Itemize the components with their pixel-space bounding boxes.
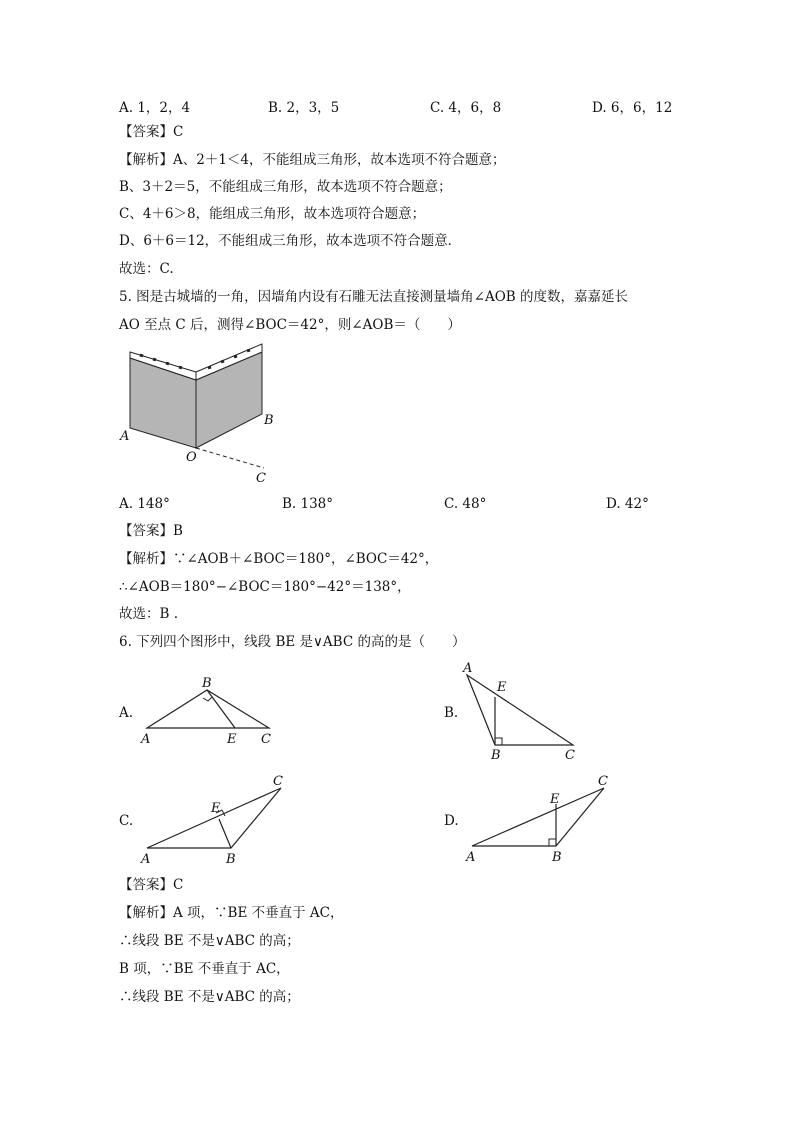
q4-option-d: D. 6，6，12 bbox=[592, 100, 673, 116]
q4-option-a: A. 1，2，4 bbox=[119, 100, 191, 116]
q6-figure-d bbox=[460, 772, 620, 867]
q4-option-b: B. 2，3，5 bbox=[268, 100, 340, 116]
svg-text:C: C bbox=[273, 774, 283, 789]
q6-figure-b bbox=[455, 658, 585, 763]
label-o: O bbox=[186, 450, 197, 465]
svg-text:B: B bbox=[226, 852, 236, 867]
dashed-extension-oc bbox=[196, 448, 264, 468]
label-b: B bbox=[264, 413, 274, 428]
label-c: C bbox=[256, 471, 266, 486]
q5-stem-line2: AO 至点 C 后，测得∠BOC＝42°，则∠AOB＝（ ） bbox=[119, 317, 461, 333]
q5-option-b: B. 138° bbox=[282, 496, 334, 512]
svg-text:B: B bbox=[491, 748, 501, 763]
q6-analysis-line: B 项，∵BE 不垂直于 AC， bbox=[119, 961, 290, 977]
q6-option-a-label: A. bbox=[119, 705, 134, 721]
q4-analysis-line: D、6＋6＝12，不能组成三角形，故本选项不符合题意． bbox=[119, 233, 462, 249]
svg-text:A: A bbox=[463, 661, 473, 676]
q6-analysis-line: ∴线段 BE 不是∨ABC 的高； bbox=[119, 933, 300, 949]
q6-option-b-label: B. bbox=[444, 705, 459, 721]
q5-analysis-line: 故选：B . bbox=[119, 606, 179, 622]
svg-text:E: E bbox=[497, 680, 507, 695]
q5-analysis-line: ∴∠AOB＝180°−∠BOC＝180°−42°＝138°， bbox=[119, 579, 411, 595]
svg-text:A: A bbox=[141, 852, 151, 867]
svg-text:E: E bbox=[227, 732, 237, 747]
q5-option-a: A. 148° bbox=[119, 496, 170, 512]
q6-analysis-line: 【解析】A 项，∵BE 不垂直于 AC， bbox=[119, 905, 344, 921]
q5-stem-line1: 5. 图是古城墙的一角，因墙角内设有石雕无法直接测量墙角∠AOB 的度数，嘉嘉延长 bbox=[119, 289, 629, 305]
label-a: A bbox=[120, 429, 130, 444]
q5-option-c: C. 48° bbox=[444, 496, 487, 512]
svg-text:E: E bbox=[211, 801, 221, 816]
q5-wall-figure bbox=[110, 340, 290, 490]
svg-text:B: B bbox=[552, 850, 562, 865]
svg-text:E: E bbox=[550, 792, 560, 807]
q6-analysis-line: ∴线段 BE 不是∨ABC 的高； bbox=[119, 989, 300, 1005]
q6-answer: 【答案】C bbox=[119, 877, 184, 893]
q5-option-d: D. 42° bbox=[606, 496, 649, 512]
q5-analysis-line: 【解析】∵∠AOB＋∠BOC＝180°，∠BOC＝42°， bbox=[119, 551, 439, 567]
svg-text:C: C bbox=[598, 774, 608, 789]
q4-analysis-line: B、3＋2＝5，不能组成三角形，故本选项不符合题意； bbox=[119, 179, 452, 195]
q4-answer: 【答案】C bbox=[119, 124, 184, 140]
svg-text:C: C bbox=[565, 748, 575, 763]
q4-option-c: C. 4，6，8 bbox=[430, 100, 502, 116]
q6-option-c-label: C. bbox=[119, 813, 134, 829]
q4-analysis-line: C、4＋6＞8，能组成三角形，故本选项符合题意； bbox=[119, 206, 426, 222]
svg-text:B: B bbox=[202, 676, 212, 691]
svg-text:A: A bbox=[141, 732, 151, 747]
q4-analysis-line: 【解析】A、2＋1＜4，不能组成三角形，故本选项不符合题意； bbox=[119, 152, 506, 168]
svg-text:C: C bbox=[261, 732, 271, 747]
q6-figure-a bbox=[135, 670, 285, 750]
q5-answer: 【答案】B bbox=[119, 523, 183, 539]
q6-stem: 6. 下列四个图形中，线段 BE 是∨ABC 的高的是（ ） bbox=[119, 634, 466, 650]
q4-analysis-line: 故选：C. bbox=[119, 261, 174, 277]
q6-option-d-label: D. bbox=[444, 813, 459, 829]
svg-text:A: A bbox=[466, 850, 476, 865]
q6-figure-c bbox=[135, 772, 295, 867]
